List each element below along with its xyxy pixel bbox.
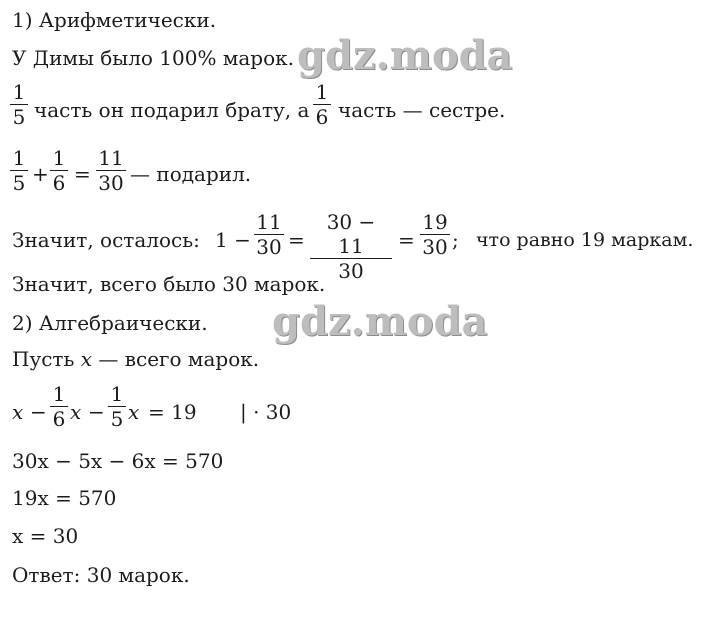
eq1-x1: x <box>12 400 24 424</box>
equals-sign: = <box>74 162 91 186</box>
fraction-1-5-sum: $\frac{1}{5}$ <box>10 146 28 195</box>
left-one-minus: 1 − <box>215 228 251 252</box>
variable-x: x <box>80 347 93 371</box>
fraction-1-6-sum: $\frac{1}{6}$ <box>50 146 68 195</box>
equals-sign-2: = <box>288 228 305 252</box>
fraction-11-30-left: $\frac{11}{30}$ <box>254 210 284 259</box>
eq1-x3: x <box>128 400 140 424</box>
fraction-11-30: $\frac{11}{30}$ <box>96 146 126 195</box>
eq1-multiplier: | · 30 <box>240 400 292 424</box>
fraction-difference: $\frac{30 - 11}{30}$ <box>310 210 392 283</box>
section2-heading: 2) Алгебраически. <box>12 311 208 335</box>
watermark-middle: gdz.moda <box>272 298 488 345</box>
plus-sign: + <box>32 162 49 186</box>
gift-sister-text: часть — сестре. <box>338 98 506 122</box>
let-line <box>12 347 259 371</box>
eq1-minus1: − <box>30 400 47 424</box>
section1-heading: 1) Арифметически. <box>12 8 217 32</box>
answer-text: Ответ: 30 марок. <box>12 563 190 587</box>
equation-4: x = 30 <box>12 524 79 548</box>
equation-3: 19x = 570 <box>12 486 117 510</box>
left-label: Значит, осталось: <box>12 228 200 252</box>
watermark-top: gdz.moda <box>297 32 513 79</box>
eq1-minus2: − <box>88 400 105 424</box>
gift-brother-text: часть он подарил брату, а <box>34 98 310 122</box>
fraction-19-30: $\frac{19}{30}$ <box>420 210 450 259</box>
total-text: Значит, всего было 30 марок. <box>12 272 326 296</box>
fraction-1-6-eq: $\frac{1}{6}$ <box>50 382 68 431</box>
equals-sign-3: = <box>398 228 415 252</box>
let-tail: — всего марок. <box>98 347 260 371</box>
equation-2: 30x − 5x − 6x = 570 <box>12 449 224 473</box>
eq1-tail: = 19 <box>148 400 197 424</box>
fraction-1-5-eq: $\frac{1}{5}$ <box>108 382 126 431</box>
eq1-x2: x <box>70 400 82 424</box>
sum-result-text: — подарил. <box>130 162 252 186</box>
section1-intro: У Димы было 100% марок. <box>12 46 295 70</box>
fraction-1-6: $\frac{1}{6}$ <box>313 80 331 129</box>
left-tail-text: что равно 19 маркам. <box>476 229 694 251</box>
semicolon: ; <box>452 228 459 252</box>
fraction-1-5: $\frac{1}{5}$ <box>10 80 28 129</box>
let-text: Пусть <box>12 347 75 371</box>
